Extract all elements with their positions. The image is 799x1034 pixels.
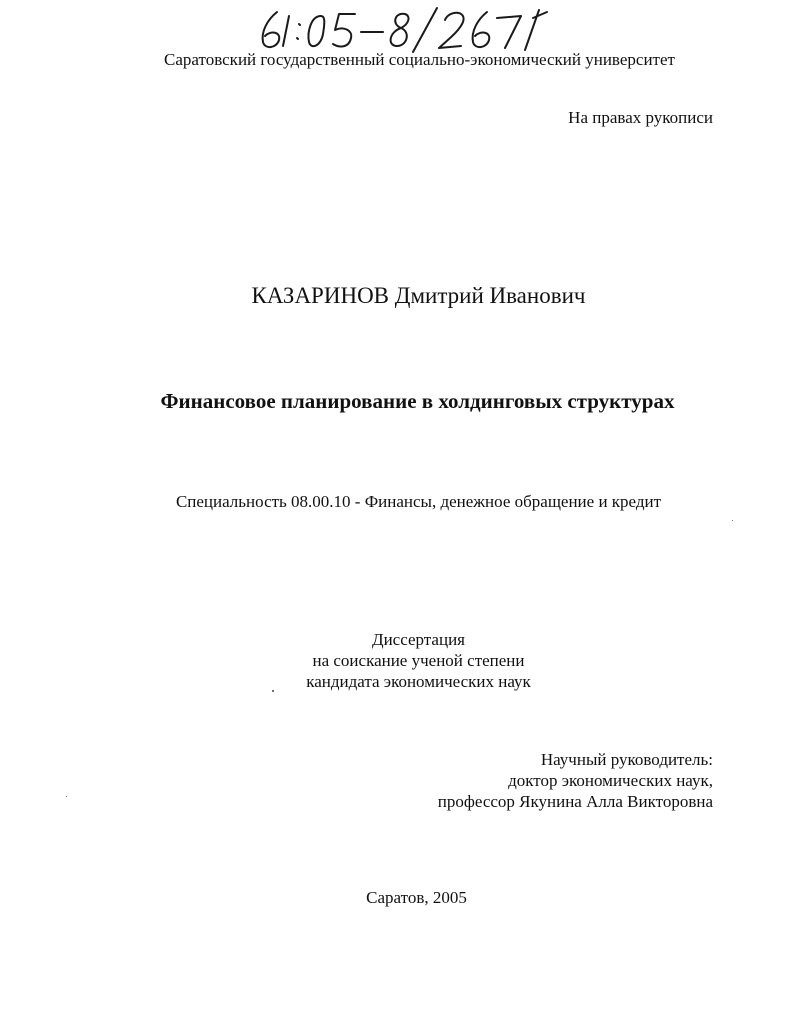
scan-speck — [732, 520, 733, 521]
dissertation-block — [0, 629, 799, 692]
specialty-line: Специальность 08.00.10 - Финансы, денежное обращение и кредит — [175, 492, 662, 511]
handwritten-catalog-code — [255, 2, 565, 56]
handwritten-code-drawing — [255, 2, 565, 56]
city-year: Саратов, 2005 — [366, 888, 467, 907]
dissertation-line-1: Диссертация — [371, 630, 465, 649]
author-name: КАЗАРИНОВ Дмитрий Иванович — [251, 283, 586, 308]
scan-speck — [66, 796, 67, 797]
supervisor-line-3: профессор Якунина Алла Викторовна — [437, 792, 713, 811]
supervisor-line-1: Научный руководитель: — [540, 750, 713, 769]
supervisor-line-2: доктор экономических наук, — [508, 771, 713, 790]
supervisor-block — [438, 749, 713, 812]
scan-speck — [272, 690, 274, 692]
dissertation-title: Финансовое планирование в холдинговых структурах — [160, 389, 675, 413]
university-name: Саратовский государственный социально-экономический университет — [164, 50, 675, 69]
manuscript-note: На правах рукописи — [568, 108, 713, 127]
dissertation-line-2: на соискание ученой степени — [312, 651, 525, 670]
dissertation-line-3: кандидата экономических наук — [306, 672, 531, 691]
